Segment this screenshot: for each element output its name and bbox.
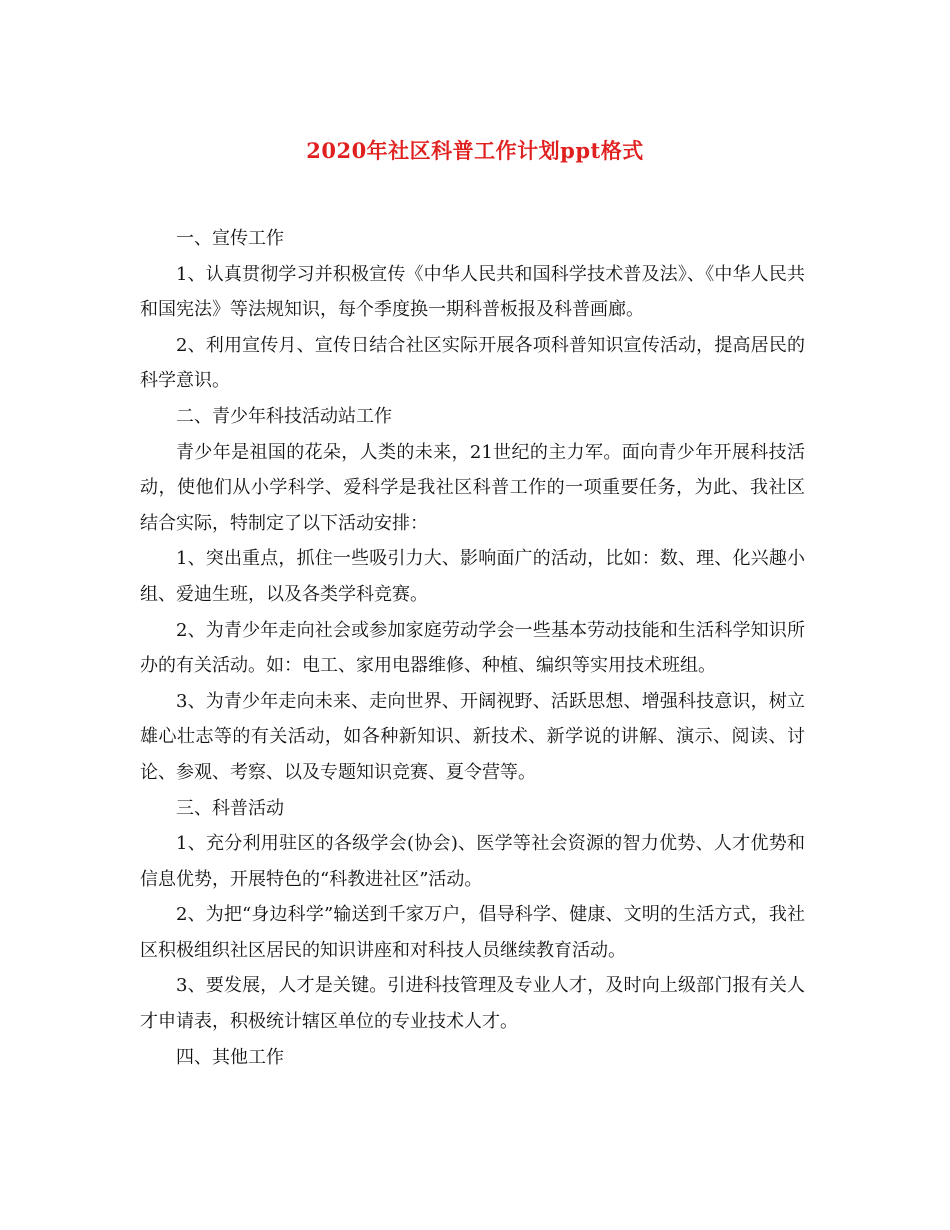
paragraph: 3、为青少年走向未来、走向世界、开阔视野、活跃思想、增强科技意识，树立雄心壮志等的有关活动，如各种新知识、新技术、新学说的讲解、演示、阅读、讨论、参观、考察、以及专题知识竞赛、夏令营等。 <box>140 690 805 783</box>
paragraph: 青少年是祖国的花朵，人类的未来，21世纪的主力军。面向青少年开展科技活动，使他们从小学科学、爱科学是我社区科普工作的一项重要任务，为此、我社区结合实际，特制定了以下活动安排： <box>140 441 805 534</box>
paragraph: 2、为把“身边科学”输送到千家万户，倡导科学、健康、文明的生活方式，我社区积极组织社区居民的知识讲座和对科技人员继续教育活动。 <box>140 904 805 961</box>
section-heading-science-activities: 三、科普活动 <box>176 797 284 819</box>
paragraph: 2、为青少年走向社会或参加家庭劳动学会一些基本劳动技能和生活科学知识所办的有关活动。如：电工、家用电器维修、种植、编织等实用技术班组。 <box>140 619 805 677</box>
paragraph: 1、突出重点，抓住一些吸引力大、影响面广的活动，比如：数、理、化兴趣小组、爱迪生班，以及各类学科竞赛。 <box>140 548 805 605</box>
section-heading-youth-station: 二、青少年科技活动站工作 <box>176 405 392 427</box>
section-heading-publicity: 一、宣传工作 <box>176 228 284 249</box>
paragraph: 1、认真贯彻学习并积极宣传《中华人民共和国科学技术普及法》、《中华人民共和国宪法》等法规知识，每个季度换一期科普板报及科普画廊。 <box>140 263 805 321</box>
section-heading-other-work: 四、其他工作 <box>176 1046 284 1068</box>
paragraph: 2、利用宣传月、宣传日结合社区实际开展各项科普知识宣传活动，提高居民的科学意识。 <box>140 334 805 392</box>
document-body <box>140 221 805 1075</box>
document-title: 2020年社区科普工作计划ppt格式 <box>306 138 644 163</box>
paragraph: 1、充分利用驻区的各级学会(协会)、医学等社会资源的智力优势、人才优势和信息优势，开展特色的“科教进社区”活动。 <box>140 833 805 890</box>
paragraph: 3、要发展，人才是关键。引进科技管理及专业人才，及时向上级部门报有关人才申请表，积极统计辖区单位的专业技术人才。 <box>140 975 805 1033</box>
